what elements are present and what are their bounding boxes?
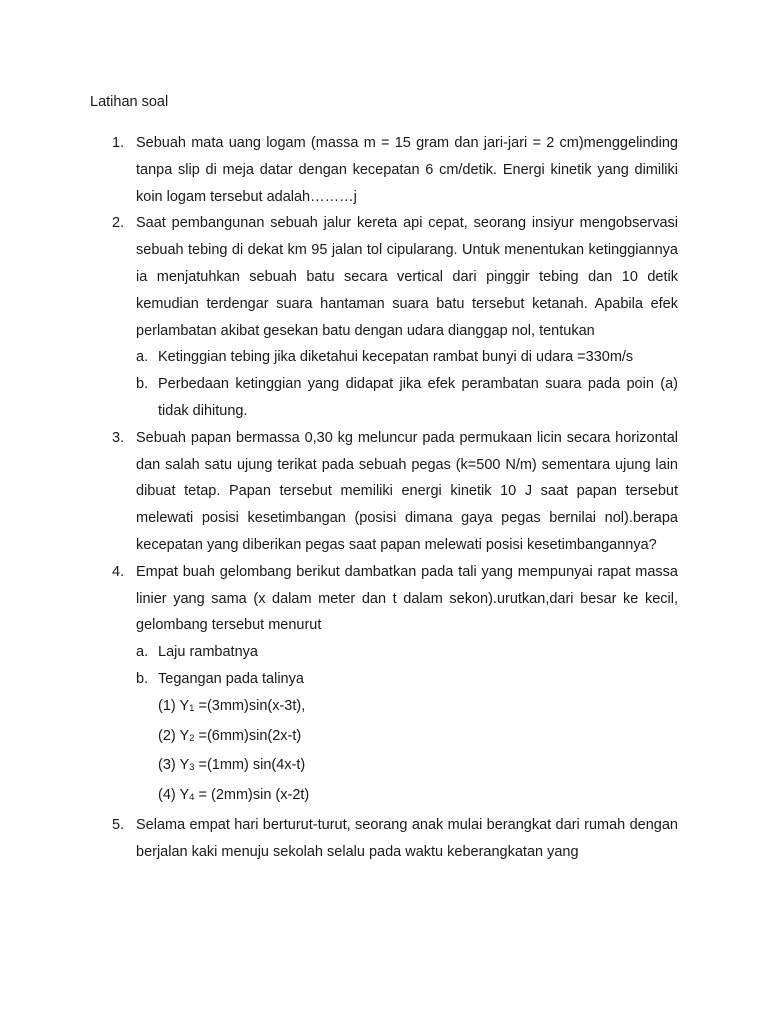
sub-question-text: Perbedaan ketinggian yang didapat jika efek perambatan suara pada poin (a) tidak dihitung. xyxy=(158,376,678,419)
equation-subscript: 1 xyxy=(189,702,195,714)
question-number: 2. xyxy=(112,215,125,232)
wave-equation-4 xyxy=(158,782,678,812)
question-1 xyxy=(0,130,768,210)
question-5 xyxy=(0,812,768,866)
question-text: Empat buah gelombang berikut dambatkan pada tali yang mempunyai rapat massa linier yang sama (x dalam meter dan t dalam sekon).urutkan,dari besar ke kecil, gelombang tersebut menurut xyxy=(136,563,678,634)
equation-subscript: 3 xyxy=(189,762,195,774)
question-number: 1. xyxy=(112,135,125,151)
question-number: 3. xyxy=(112,429,125,446)
question-text: Sebuah mata uang logam (massa m = 15 gram dan jari-jari = 2 cm)menggelinding tanpa slip di meja datar dengan kecepatan 6 cm/detik. Energi kinetik yang dimiliki koin logam tersebut adalah………j xyxy=(136,135,678,205)
question-3 xyxy=(0,425,768,559)
wave-equation-1 xyxy=(158,693,678,723)
page-title: Latihan soal xyxy=(90,94,169,110)
question-number: 4. xyxy=(112,563,125,580)
sub-question-text: Tegangan pada talinya xyxy=(158,670,304,687)
sub-question-text: Ketinggian tebing jika diketahui kecepatan rambat bunyi di udara =330m/s xyxy=(158,349,634,366)
wave-equation-2 xyxy=(158,723,678,753)
equation-subscript: 2 xyxy=(189,732,195,744)
wave-equation-3 xyxy=(158,752,678,782)
sub-question-label: b. xyxy=(136,376,149,393)
question-2 xyxy=(0,210,768,424)
question-text: Sebuah papan bermassa 0,30 kg meluncur pada permukaan licin secara horizontal dan salah satu ujung terikat pada sebuah pegas (k=500 N/m) sementara ujung lain dibuat tetap. Papan tersebut memiliki energi kinetik 10 J saat papan tersebut melewati posisi kesetimbangan (posisi dimana gaya pegas bernilai nol).berapa kecepatan yang diberikan pegas saat papan melewati posisi kesetimbangannya? xyxy=(136,429,678,553)
sub-question-label: a. xyxy=(136,644,149,661)
question-number: 5. xyxy=(112,816,125,833)
equation-subscript: 4 xyxy=(189,792,195,804)
question-list xyxy=(0,130,768,866)
sub-question-b xyxy=(0,666,768,693)
equation-body: =(6mm)sin(2x-t) xyxy=(194,727,302,744)
sub-question-label: a. xyxy=(136,349,149,366)
equation-prefix: (3) Y xyxy=(158,757,190,774)
equation-prefix: (2) Y xyxy=(158,727,190,744)
equation-prefix: (4) Y xyxy=(158,787,190,804)
sub-question-a xyxy=(0,639,768,666)
question-4 xyxy=(0,559,768,812)
question-text: Saat pembangunan sebuah jalur kereta api cepat, seorang insiyur mengobservasi sebuah tebing di dekat km 95 jalan tol cipularang. Untuk menentukan ketinggiannya ia menjatuhkan sebuah batu secara vertical dari pinggir tebing dan 10 detik kemudian terdengar suara hantaman suara batu tersebut ketanah. Apabila efek perlambatan akibat gesekan batu dengan udara dianggap nol, tentukan xyxy=(136,215,678,339)
sub-question-text: Laju rambatnya xyxy=(158,644,258,661)
equation-prefix: (1) Y xyxy=(158,697,190,714)
sub-question-label: b. xyxy=(136,670,149,687)
sub-question-b xyxy=(0,371,768,425)
equation-body: =(1mm) sin(4x-t) xyxy=(194,757,306,774)
equation-body: = (2mm)sin (x-2t) xyxy=(194,787,310,804)
question-text: Selama empat hari berturut-turut, seorang anak mulai berangkat dari rumah dengan berjalan kaki menuju sekolah selalu pada waktu keberangkatan yang xyxy=(136,816,678,860)
sub-question-a xyxy=(0,344,768,371)
equation-body: =(3mm)sin(x-3t), xyxy=(194,697,306,714)
